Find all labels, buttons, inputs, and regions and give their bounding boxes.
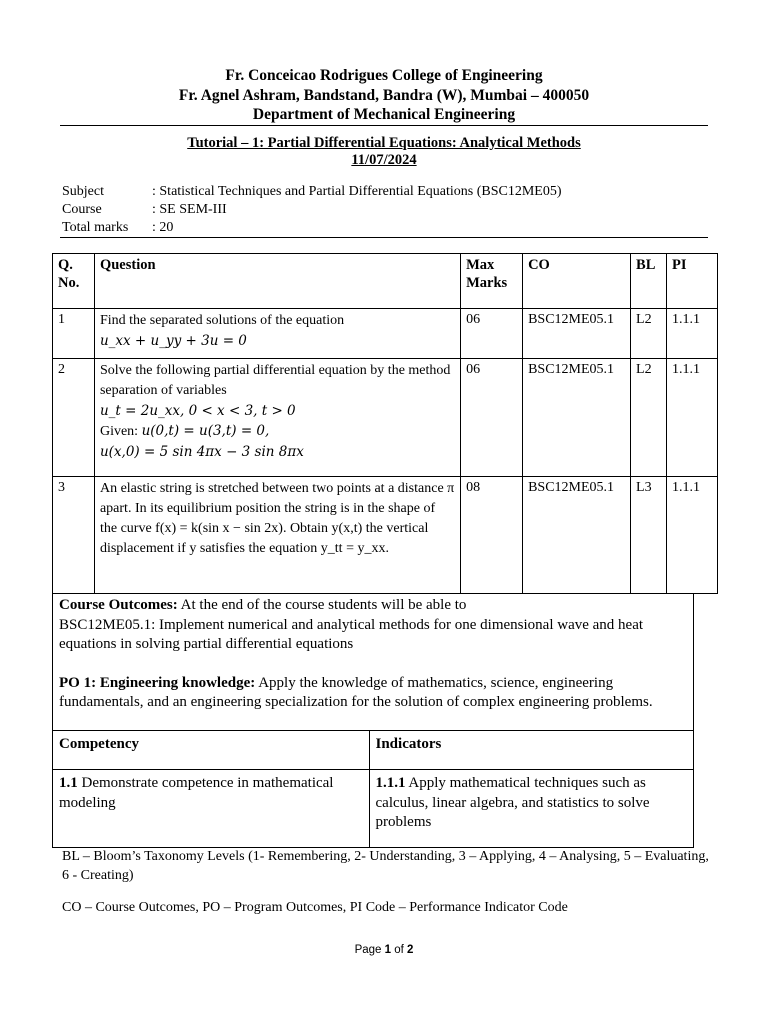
co-cell: BSC12ME05.1 [523,477,631,594]
table-row [53,477,718,594]
pi-cell: 1.1.1 [667,309,718,359]
question-cell [94,359,460,477]
meta-key: Course [62,202,102,217]
competency-cell [53,770,370,848]
po-label: PO 1: Engineering knowledge: [59,674,256,691]
table-row [53,309,718,359]
meta-value: : 20 [152,220,174,235]
college-name: Fr. Conceicao Rodrigues College of Engineering [225,67,543,84]
questions-table [52,253,718,594]
co-legend: CO – Course Outcomes, PO – Program Outcomes, PI Code – Performance Indicator Code [62,900,568,915]
po-text: Apply the knowledge of mathematics, science, engineering fundamentals, and an engineering specialization for the solution of complex engineering problems. [59,674,653,710]
initial-condition: u(x,0) = 5 sin 4πx − 3 sin 8πx [99,444,304,460]
pi-cell: 1.1.1 [667,477,718,594]
competency-row [53,770,694,848]
indicator-number: 1.1.1 [375,775,406,791]
college-address: Fr. Agnel Ashram, Bandstand, Bandra (W), Mumbai – 400050 [178,86,590,104]
qno-cell: 1 [53,309,95,359]
boundary-conditions: u(0,t) = u(3,t) = 0, [141,423,270,439]
department-name: Department of Mechanical Engineering [252,106,516,123]
indicator-text: Apply mathematical techniques such as calculus, linear algebra, and statistics to solve problems [375,775,650,830]
qno-cell: 3 [53,477,95,594]
course-outcomes-label: Course Outcomes: [59,597,178,613]
bl-legend: BL – Bloom’s Taxonomy Levels (1- Remembering, 2- Understanding, 3 – Applying, 4 – Analysing, 5 – Evaluating, 6 - Creating) [62,849,709,883]
meta-key: Subject [62,184,104,199]
marks-cell: 06 [461,359,523,477]
course-outcomes-intro [59,596,687,616]
meta-value: : SE SEM-III [152,202,227,217]
indicators-header: Indicators [369,731,694,770]
question-text: An elastic string is stretched between two points at a distance π apart. In its equilibrium position the string is in the shape of the curve f(x) = k(sin x − sin 2x). Obtain y(x,t) the vertical displacement if y satisfies the equation y_tt = y_xx. [99,481,455,556]
meta-row-course [62,201,562,219]
meta-key: Total marks [62,220,129,235]
competency-number: 1.1 [59,775,78,791]
col-header-qno: Q. No. [53,254,95,309]
competency-text: Demonstrate competence in mathematical modeling [59,775,334,811]
indicator-cell [369,770,694,848]
marks-cell: 06 [461,309,523,359]
tutorial-heading [0,135,768,169]
course-outcome-item: BSC12ME05.1: Implement numerical and analytical methods for one dimensional wave and heat equations in solving partial differential equations [59,616,644,652]
marks-cell: 08 [461,477,523,594]
competency-table [52,730,694,848]
col-header-bl: BL [631,254,667,309]
equation: u_t = 2u_xx, 0 < x < 3, t > 0 [99,403,296,419]
col-header-marks: Max Marks [461,254,523,309]
question-text: Find the separated solutions of the equation [99,313,345,328]
meta-value: : Statistical Techniques and Partial Differential Equations (BSC12ME05) [152,184,562,199]
given-label: Given: [99,424,139,439]
qno-cell: 2 [53,359,95,477]
col-header-pi: PI [667,254,718,309]
question-cell [94,309,460,359]
competency-header: Competency [53,731,370,770]
course-outcomes-box [52,594,694,731]
bl-cell: L2 [631,309,667,359]
equation: u_xx + u_yy + 3u = 0 [99,333,247,349]
co-cell: BSC12ME05.1 [523,359,631,477]
tutorial-title: Tutorial – 1: Partial Differential Equations: Analytical Methods [187,135,581,151]
question-text: Solve the following partial differential equation by the method separation of variables [99,363,451,398]
pi-cell: 1.1.1 [667,359,718,477]
table-header-row [53,254,718,309]
competency-header-row [53,731,694,770]
co-cell: BSC12ME05.1 [523,309,631,359]
tutorial-date: 11/07/2024 [351,152,417,168]
college-header [0,66,768,125]
header-divider [60,125,708,126]
bl-cell: L3 [631,477,667,594]
col-header-co: CO [523,254,631,309]
subject-info [62,183,562,237]
meta-row-subject [62,183,562,201]
table-row [53,359,718,477]
col-header-question: Question [94,254,460,309]
meta-divider [60,237,708,238]
course-outcomes-intro-text: At the end of the course students will be able to [177,597,467,613]
meta-row-marks [62,219,562,237]
page-number: Page 1 of 2 [354,944,414,956]
program-outcome [59,674,687,713]
bl-cell: L2 [631,359,667,477]
question-cell [94,477,460,594]
